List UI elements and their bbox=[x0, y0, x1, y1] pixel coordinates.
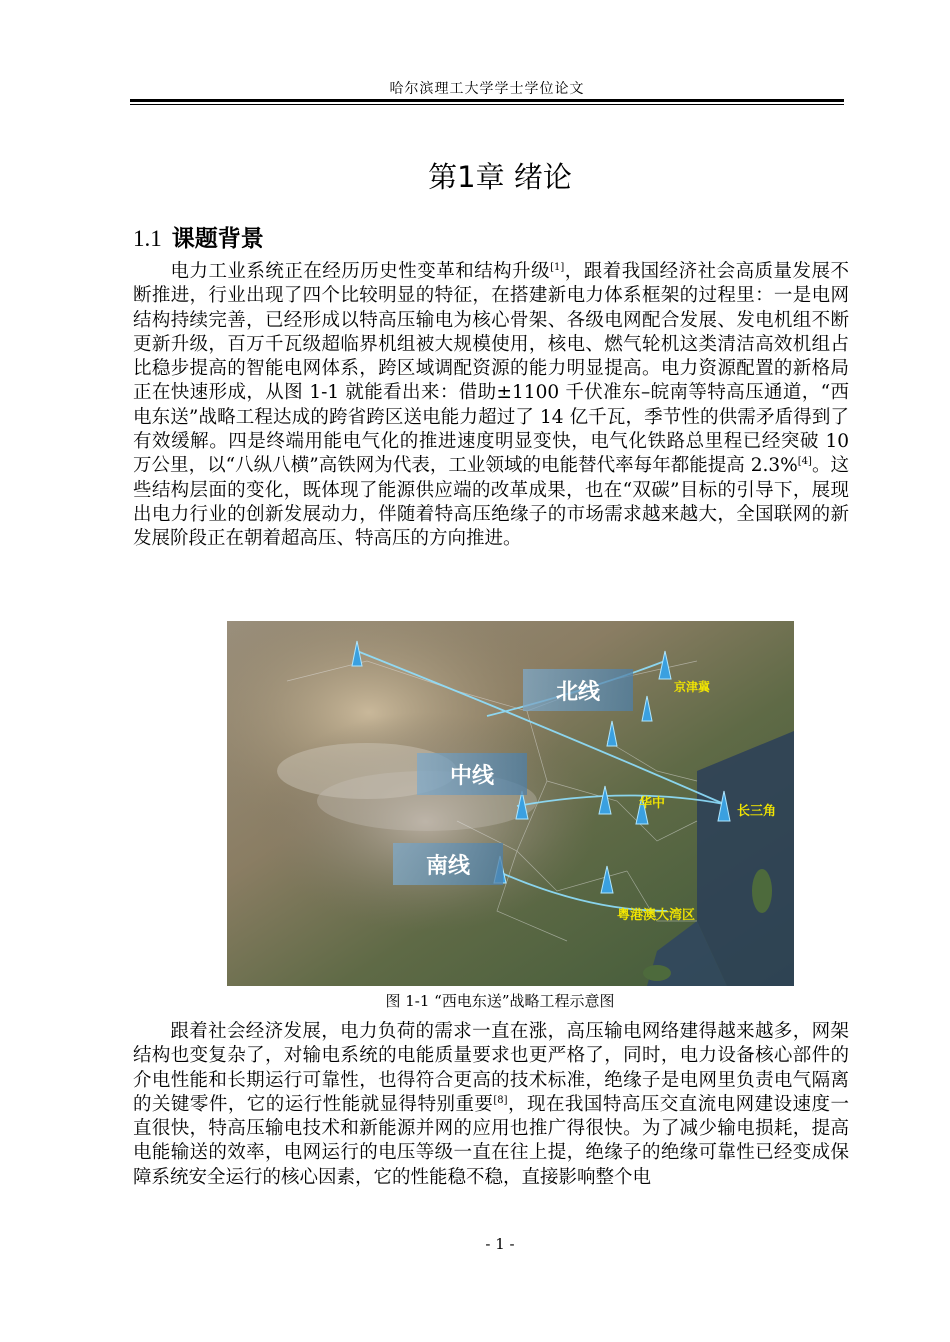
paragraph-2-text-b: ，现在我国特高压交直流电网建设速度一直很快，特高压输电技术和新能源并网的应用也推广得很快。为了减少输电损耗，提高电能输送的效率，电网运行的电压等级一直在往上提，绝缘子的绝缘可靠性已经变成保障系统安全运行的核心因素，它的性能稳不稳，直接影响整个电 bbox=[133, 1093, 849, 1188]
west-east-power-map-figure bbox=[227, 621, 794, 986]
south-line-label: 南线 bbox=[425, 854, 471, 879]
paragraph-1 bbox=[133, 260, 849, 552]
chapter-title: 第1章 绪论 bbox=[428, 160, 572, 194]
north-line-label: 北线 bbox=[555, 680, 601, 705]
citation-8[interactable]: [8] bbox=[493, 1094, 508, 1106]
paragraph-1-text-c: 。这些结构层面的变化，既体现了能源供应端的改革成果，也在“双碳”目标的引导下，展现出电力行业的创新发展动力，伴随着特高压绝缘子的市场需求越来越大，全国联网的新发展阶段正在朝着超高压、特高压的方向推进。 bbox=[133, 455, 849, 550]
page-number: - 1 - bbox=[485, 1235, 515, 1253]
changsanjiao-label: 长三角 bbox=[737, 804, 777, 819]
running-header: 哈尔滨理工大学学士学位论文 bbox=[389, 81, 585, 97]
huazhong-label: 华中 bbox=[639, 796, 666, 811]
yuegangao-label: 粤港澳大湾区 bbox=[617, 908, 696, 923]
jingjinji-label: 京津冀 bbox=[674, 680, 711, 694]
section-title: 课题背景 bbox=[171, 226, 264, 252]
citation-4[interactable]: [4] bbox=[797, 456, 812, 468]
header-rule-thin bbox=[130, 104, 844, 105]
figure-caption: 图 1-1 “西电东送”战略工程示意图 bbox=[385, 992, 615, 1010]
section-heading bbox=[133, 220, 264, 253]
paragraph-2-text-a: 跟着社会经济发展，电力负荷的需求一直在涨，高压输电网络建得越来越多，网架结构也变复杂了，对输电系统的电能质量要求也更严格了，同时，电力设备核心部件的介电性能和长期运行可靠性，也得符合更高的技术标准，绝缘子是电网里负责电气隔离的关键零件，它的运行性能就显得特别重要 bbox=[133, 1021, 849, 1115]
satellite-map-image bbox=[227, 621, 794, 986]
paragraph-2 bbox=[133, 1020, 849, 1190]
citation-1[interactable]: [1] bbox=[550, 261, 565, 273]
middle-line-label: 中线 bbox=[449, 764, 495, 789]
section-number: 1.1 bbox=[133, 226, 162, 251]
paragraph-1-text-a: 电力工业系统正在经历历史性变革和结构升级 bbox=[170, 261, 551, 282]
paragraph-1-text-b: ，跟着我国经济社会高质量发展不断推进，行业出现了四个比较明显的特征，在搭建新电力体系框架的过程里：一是电网结构持续完善，已经形成以特高压输电为核心骨架、各级电网配合发展、发电机组不断更新升级，百万千瓦级超临界机组被大规模使用，核电、燃气轮机这类清洁高效机组占比稳步提高的智能电网体系，跨区域调配资源的能力明显提高。电力资源配置的新格局正在快速形成，从图 1-1 就能看出来：借助±1100 千伏准东–皖南等特高压通道，“西电东送”战略工程达成的跨省跨区送电能力超过了 14 亿千瓦，季节性的供需矛盾得到了有效缓解。四是终端用能电气化的推进速度明显变快，电气化铁路总里程已经突破 10 万公里，以“八纵八横”高铁网为代表，工业领域的电能替代率每年都能提高 2.3% bbox=[133, 261, 849, 477]
header-rule-thick bbox=[130, 99, 844, 102]
